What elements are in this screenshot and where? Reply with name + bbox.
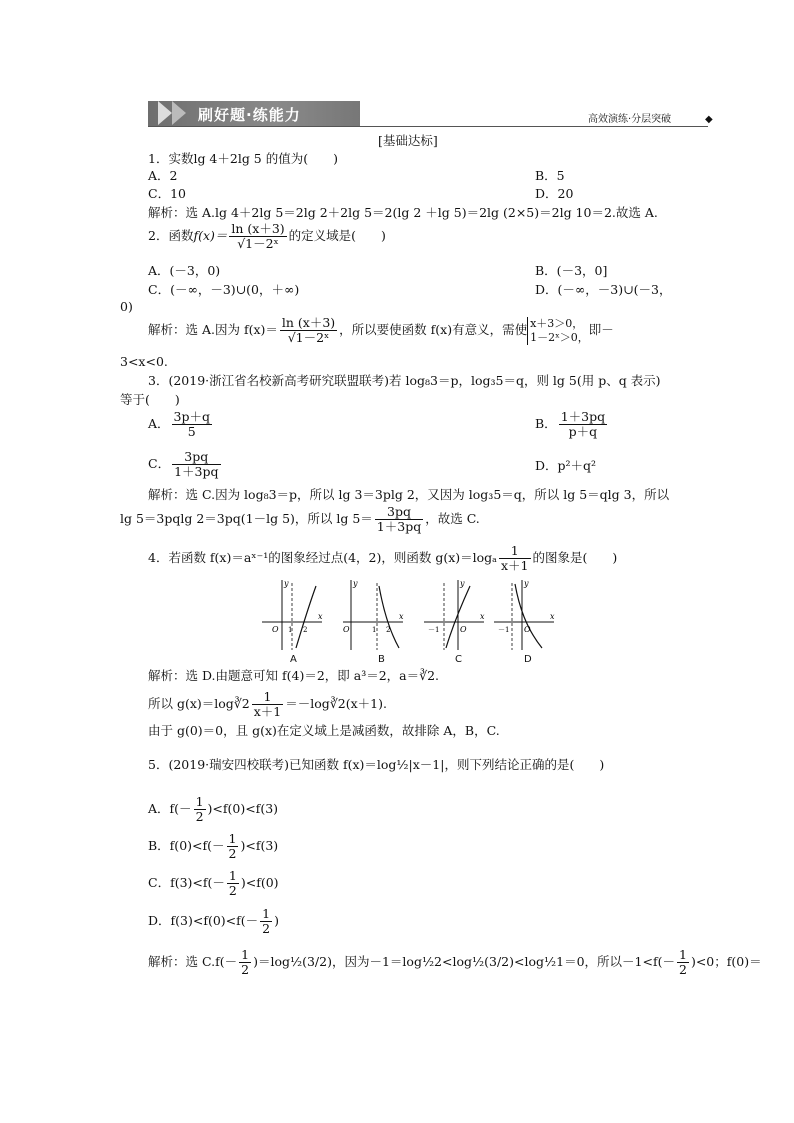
- q4-solution-3: 由于 g(0)＝0，且 g(x)在定义域上是减函数，故排除 A，B，C.: [148, 723, 500, 738]
- svg-text:2: 2: [303, 626, 308, 634]
- q4-stem: 4．若函数 f(x)＝aˣ⁻¹的图象经过点(4，2)，则函数 g(x)＝logₐ $\frac{1}{x+1}$ 的图象是( ): [148, 543, 618, 573]
- q2-stem: 2．函数f(x)＝ $\frac{\ln (x+3)}{\text{√1－2ˣ}}$ 的定义域是( ): [148, 221, 386, 251]
- q3-solution: 解析：选 C.因为 log₈3＝p，所以 lg 3＝3plg 2，又因为 log₃5＝q，所以 lg 5＝qlg 3，所以: [148, 487, 670, 502]
- q2-option-a: A．(－3，0): [148, 263, 221, 278]
- q5-option-d: D．f(3)<f(0)<f(－ $\frac{1}{2}$ ): [148, 906, 280, 936]
- q4-solution: 解析：选 D.由题意可知 f(4)＝2，即 a³＝2，a＝∛2.: [148, 668, 440, 683]
- q5-option-a: A．f(－ $\frac{1}{2}$ )<f(0)<f(3): [148, 794, 279, 824]
- graph-a[interactable]: [262, 578, 322, 650]
- svg-text:x: x: [318, 612, 323, 621]
- q4-solution-2: 所以 g(x)＝log∛2 $\frac{1}{x+1}$ ＝－log∛2(x＋1).: [148, 689, 387, 719]
- q2-option-c: C．(－∞，－3)∪(0，＋∞): [148, 282, 300, 297]
- chevron-icon: [172, 101, 186, 125]
- q3-stem: 3．(2019·浙江省名校新高考研究联盟联考)若 log₈3＝p，log₃5＝q，则 lg 5(用 p、q 表示): [148, 373, 661, 388]
- graph-a-label: A: [290, 654, 297, 665]
- q2-solution-cont: 3<x<0.: [120, 354, 168, 369]
- q2-solution: 解析：选 A.因为 f(x)＝ $\frac{\ln (x+3)}{\text{√1－2ˣ}}$ ，所以要使函数 f(x)有意义，需使 x＋3＞0， 1－2ˣ＞0， 即－: [148, 315, 614, 345]
- q2-option-b: B．(－3，0]: [535, 263, 608, 278]
- q5-option-c: C．f(3)<f(－ $\frac{1}{2}$ )<f(0): [148, 868, 279, 898]
- q3-solution-cont: lg 5＝3pqlg 2＝3pq(1－lg 5)，所以 lg 5＝ $\frac{3pq}{1+3pq}$ ，故选 C.: [120, 504, 480, 534]
- svg-text:1: 1: [288, 626, 293, 634]
- q5-stem: 5．(2019·瑞安四校联考)已知函数 f(x)＝log½|x－1|，则下列结论正确的是( ): [148, 757, 605, 772]
- chevron-icon: [158, 101, 172, 125]
- q2-option-d-cont: 0): [120, 299, 133, 314]
- q1-solution: 解析：选 A.lg 4＋2lg 5＝2lg 2＋2lg 5＝2(lg 2 ＋lg 5)＝2lg (2×5)＝2lg 10＝2.故选 A.: [148, 205, 658, 220]
- q3-option-a: A． $\frac{3p+q}{5}$: [148, 409, 210, 439]
- q3-option-d: D．p²＋q²: [535, 458, 597, 473]
- svg-text:－1: －1: [428, 626, 440, 634]
- svg-text:O: O: [272, 625, 279, 634]
- graph-b[interactable]: [343, 578, 403, 650]
- svg-text:y: y: [284, 579, 289, 588]
- svg-text:O: O: [460, 625, 467, 634]
- svg-text:O: O: [343, 625, 350, 634]
- svg-text:－1: －1: [498, 626, 510, 634]
- q1-option-b: B．5: [535, 168, 565, 183]
- q3-option-b: B． $\frac{1+3pq}{p+q}$: [535, 409, 606, 439]
- q5-solution: 解析：选 C.f(－ $\frac{1}{2}$ )＝log½(3/2)，因为－1＝log½2<log½(3/2)<log½1＝0，所以－1<f(－ $\frac{1}{2}$ )<0；f(0)＝: [148, 947, 762, 977]
- q1-option-c: C．10: [148, 186, 186, 201]
- diamond-icon: ◆: [705, 114, 713, 125]
- q5-option-b: B．f(0)<f(－ $\frac{1}{2}$ )<f(3): [148, 831, 279, 861]
- banner-title: 刷好题·练能力: [198, 106, 301, 124]
- q1-option-a: A．2: [148, 168, 178, 183]
- right-tag: 高效演练·分层突破: [588, 114, 672, 125]
- graph-c-label: C: [455, 654, 462, 665]
- svg-text:2: 2: [386, 626, 391, 634]
- q3-stem-cont: 等于( ): [120, 392, 180, 407]
- graph-d[interactable]: [494, 578, 554, 650]
- graph-b-label: B: [378, 654, 385, 665]
- q1-option-d: D．20: [535, 186, 574, 201]
- svg-text:y: y: [460, 579, 465, 588]
- svg-text:x: x: [480, 612, 485, 621]
- svg-text:O: O: [524, 625, 531, 634]
- q2-option-d: D．(－∞，－3)∪(－3，: [535, 282, 672, 297]
- svg-text:x: x: [399, 612, 404, 621]
- q1-stem: 1．实数lg 4＋2lg 5 的值为( ): [148, 151, 338, 166]
- section-banner: [148, 101, 360, 126]
- q3-option-c: C． $\frac{3pq}{1+3pq}$: [148, 449, 219, 479]
- svg-text:1: 1: [372, 626, 377, 634]
- section-title: [基础达标]: [378, 133, 438, 148]
- graph-d-label: D: [524, 654, 532, 665]
- svg-text:y: y: [353, 579, 358, 588]
- svg-text:y: y: [524, 579, 529, 588]
- svg-text:x: x: [550, 612, 555, 621]
- graph-c[interactable]: [424, 578, 484, 650]
- banner-rule: [148, 126, 708, 127]
